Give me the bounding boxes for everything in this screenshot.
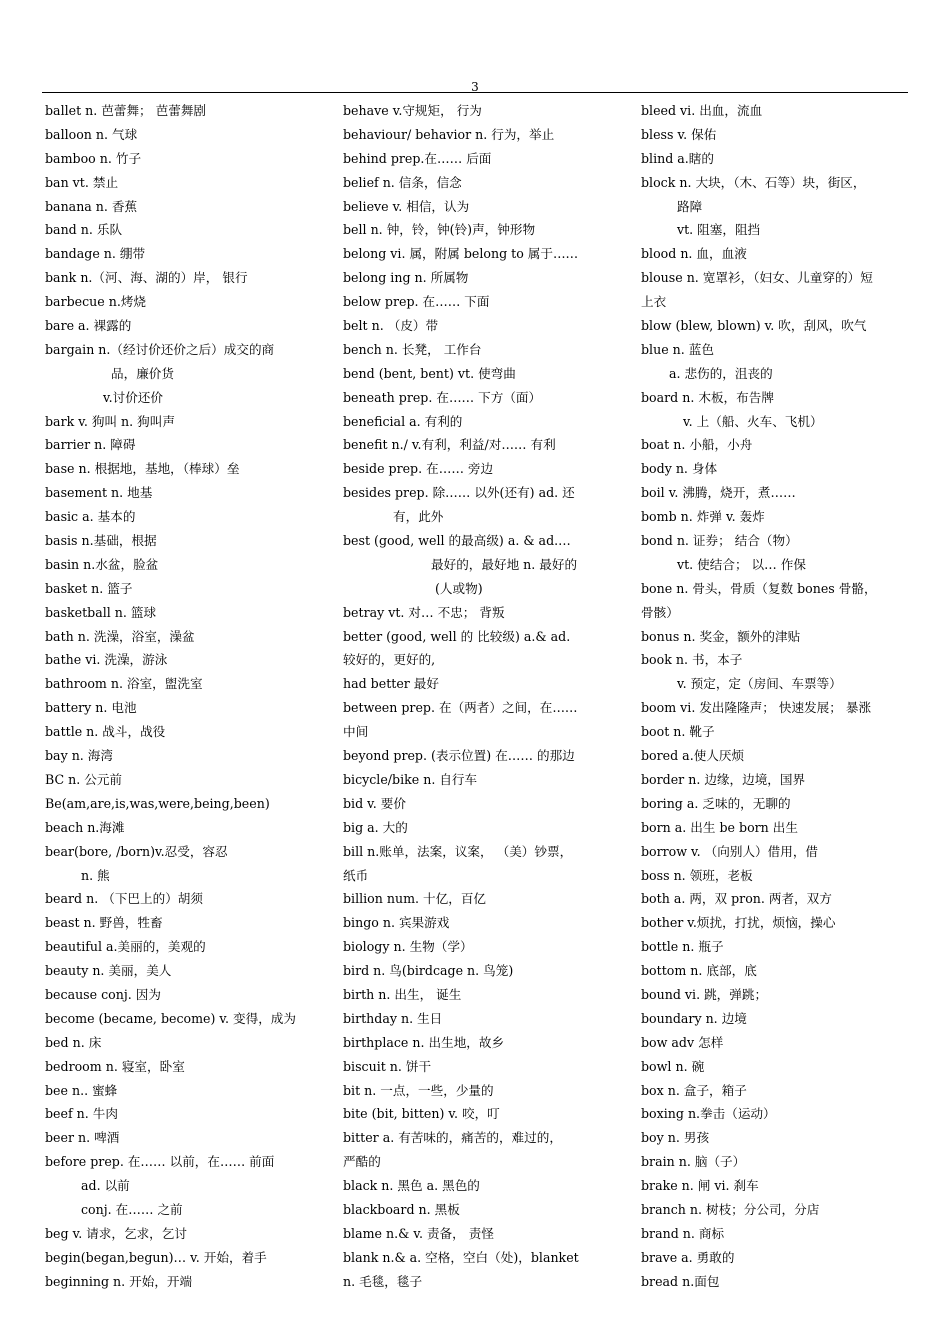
dictionary-line: believe v. 相信，认为 <box>343 198 470 214</box>
dictionary-line: boss n. 领班，老板 <box>641 867 753 883</box>
dictionary-line: biology n. 生物（学） <box>343 939 473 955</box>
dictionary-line: between prep. 在（两者）之间，在…… <box>343 700 578 716</box>
dictionary-line: body n. 身体 <box>641 461 718 477</box>
dictionary-line: bear(bore, /born)v.忍受，容忍 <box>45 843 228 859</box>
dictionary-line: (人或物) <box>435 580 483 596</box>
dictionary-line: bone n. 骨头，骨质（复数 bones 骨骼， <box>641 580 877 596</box>
dictionary-line: bite (bit, bitten) v. 咬，叮 <box>343 1106 500 1122</box>
dictionary-line: box n. 盒子，箱子 <box>641 1082 747 1098</box>
dictionary-line: belong ing n. 所属物 <box>343 270 469 286</box>
dictionary-line: boom vi. 发出隆隆声； 快速发展； 暴涨 <box>641 700 872 716</box>
dictionary-line: bandage n. 绷带 <box>45 246 146 262</box>
dictionary-line: basin n.水盆，脸盆 <box>45 556 159 572</box>
dictionary-line: bowl n. 碗 <box>641 1058 705 1074</box>
dictionary-line: beer n. 啤酒 <box>45 1130 120 1146</box>
dictionary-line: blow (blew, blown) v. 吹，刮风，吹气 <box>641 318 867 334</box>
dictionary-line: vt. 阻塞，阻挡 <box>677 222 761 238</box>
dictionary-line: bedroom n. 寝室，卧室 <box>45 1058 185 1074</box>
dictionary-line: barrier n. 障碍 <box>45 437 136 453</box>
dictionary-line: Be(am,are,is,was,were,being,been) <box>45 795 270 811</box>
dictionary-line: bond n. 证券； 结合（物） <box>641 533 798 549</box>
dictionary-line: battery n. 电池 <box>45 700 137 716</box>
dictionary-line: besides prep. 除…… 以外(还有) ad. 还 <box>343 485 575 501</box>
dictionary-line: black n. 黑色 a. 黑色的 <box>343 1178 480 1194</box>
dictionary-line: basket n. 篮子 <box>45 580 133 596</box>
dictionary-line: bitter a. 有苦味的，痛苦的，难过的， <box>343 1130 562 1146</box>
dictionary-line: birth n. 出生， 诞生 <box>343 986 462 1002</box>
dictionary-line: bank n.（河、海、湖的）岸， 银行 <box>45 270 248 286</box>
dictionary-line: blind a.瞎的 <box>641 150 714 166</box>
dictionary-line: brake n. 闸 vi. 刹车 <box>641 1178 759 1194</box>
dictionary-line: both a. 两，双 pron. 两者，双方 <box>641 891 832 907</box>
header-rule <box>42 92 908 93</box>
dictionary-line: bathe vi. 洗澡，游泳 <box>45 652 168 668</box>
dictionary-line: bless v. 保佑 <box>641 126 717 142</box>
dictionary-line: boy n. 男孩 <box>641 1130 710 1146</box>
dictionary-line: behind prep.在…… 后面 <box>343 150 492 166</box>
dictionary-line: book n. 书，本子 <box>641 652 743 668</box>
dictionary-line: 较好的，更好的, <box>343 652 436 668</box>
dictionary-line: border n. 边缘，边境，国界 <box>641 771 806 787</box>
dictionary-line: beneficial a. 有利的 <box>343 413 463 429</box>
column-1 <box>45 99 335 1294</box>
dictionary-line: brand n. 商标 <box>641 1225 725 1241</box>
dictionary-line: boring a. 乏味的，无聊的 <box>641 795 791 811</box>
dictionary-line: beyond prep. (表示位置) 在…… 的那边 <box>343 748 575 764</box>
dictionary-line: boot n. 靴子 <box>641 724 715 740</box>
dictionary-line: a. 悲伤的，沮丧的 <box>669 365 773 381</box>
dictionary-line: conj. 在…… 之前 <box>81 1201 183 1217</box>
dictionary-line: 上衣 <box>641 294 667 310</box>
dictionary-line: because conj. 因为 <box>45 986 161 1002</box>
dictionary-line: born a. 出生 be born 出生 <box>641 819 798 835</box>
dictionary-line: bathroom n. 浴室，盥洗室 <box>45 676 203 692</box>
dictionary-line: ad. 以前 <box>81 1178 130 1194</box>
dictionary-line: best (good, well 的最高级) a. & ad.… <box>343 533 571 549</box>
dictionary-line: blame n.& v. 责备， 责怪 <box>343 1225 494 1241</box>
dictionary-line: ban vt. 禁止 <box>45 174 119 190</box>
dictionary-line: benefit n./ v.有利，利益/对…… 有利 <box>343 437 556 453</box>
dictionary-line: birthday n. 生日 <box>343 1010 443 1026</box>
dictionary-line: bleed vi. 出血，流血 <box>641 103 763 118</box>
dictionary-line: 中间 <box>343 724 369 740</box>
dictionary-line: blackboard n. 黑板 <box>343 1201 460 1217</box>
dictionary-line: bottle n. 瓶子 <box>641 939 724 955</box>
dictionary-line: bend (bent, bent) vt. 使弯曲 <box>343 365 516 381</box>
dictionary-line: bound vi. 跳，弹跳； <box>641 986 768 1002</box>
column-2 <box>343 99 633 1294</box>
dictionary-line: birthplace n. 出生地，故乡 <box>343 1034 505 1050</box>
dictionary-line: bark v. 狗叫 n. 狗叫声 <box>45 413 175 429</box>
dictionary-line: balloon n. 气球 <box>45 126 138 142</box>
dictionary-line: v.讨价还价 <box>103 389 163 405</box>
dictionary-line: bench n. 长凳， 工作台 <box>343 341 482 357</box>
dictionary-line: biscuit n. 饼干 <box>343 1058 432 1074</box>
dictionary-line: bamboo n. 竹子 <box>45 150 142 166</box>
dictionary-line: bargain n.（经讨价还价之后）成交的商 <box>45 341 275 357</box>
column-3 <box>641 99 911 1294</box>
dictionary-line: bird n. 鸟(birdcage n. 鸟笼) <box>343 963 514 979</box>
dictionary-line: beard n. （下巴上的）胡须 <box>45 891 203 907</box>
dictionary-line: behaviour/ behavior n. 行为，举止 <box>343 126 555 142</box>
dictionary-line: 有，此外 <box>393 509 444 525</box>
dictionary-line: bingo n. 宾果游戏 <box>343 915 450 931</box>
dictionary-line: bread n.面包 <box>641 1273 720 1289</box>
dictionary-line: v. 上（船、火车、飞机） <box>683 413 823 429</box>
dictionary-line: beauty n. 美丽，美人 <box>45 963 172 979</box>
dictionary-line: BC n. 公元前 <box>45 771 123 787</box>
dictionary-line: bored a.使人厌烦 <box>641 748 745 764</box>
dictionary-line: barbecue n.烤烧 <box>45 294 147 310</box>
dictionary-line: block n. 大块，（木、石等）块，街区， <box>641 174 866 190</box>
dictionary-line: band n. 乐队 <box>45 222 123 238</box>
dictionary-line: vt. 使结合； 以… 作保 <box>677 556 806 572</box>
dictionary-line: beneath prep. 在…… 下方（面） <box>343 389 542 405</box>
dictionary-line: beach n.海滩 <box>45 819 125 835</box>
dictionary-line: basic a. 基本的 <box>45 509 136 525</box>
dictionary-line: begin(began,begun)… v. 开始，着手 <box>45 1249 267 1265</box>
dictionary-line: boil v. 沸腾，烧开，煮…… <box>641 485 796 501</box>
dictionary-line: 品，廉价货 <box>111 365 174 381</box>
dictionary-line: blouse n. 宽罩衫，（妇女、儿童穿的）短 <box>641 270 873 286</box>
dictionary-line: bed n. 床 <box>45 1034 102 1050</box>
dictionary-line: beast n. 野兽，牲畜 <box>45 915 163 931</box>
dictionary-line: beautiful a.美丽的，美观的 <box>45 939 206 955</box>
dictionary-line: board n. 木板，布告牌 <box>641 389 774 405</box>
dictionary-line: bath n. 洗澡，浴室，澡盆 <box>45 628 195 644</box>
dictionary-line: 纸币 <box>343 867 369 883</box>
dictionary-line: branch n. 树枝；分公司，分店 <box>641 1201 820 1217</box>
dictionary-line: blood n. 血，血液 <box>641 246 747 262</box>
dictionary-line: blue n. 蓝色 <box>641 341 714 357</box>
dictionary-line: basketball n. 篮球 <box>45 604 157 620</box>
dictionary-line: brain n. 脑（子） <box>641 1154 746 1170</box>
dictionary-line: become (became, become) v. 变得，成为 <box>45 1010 296 1026</box>
dictionary-line: boat n. 小船，小舟 <box>641 437 753 453</box>
dictionary-line: v. 预定，定（房间、车票等） <box>677 676 842 692</box>
dictionary-line: 最好的，最好地 n. 最好的 <box>431 556 578 572</box>
dictionary-line: belt n. （皮）带 <box>343 318 439 334</box>
dictionary-line: bill n.账单，法案，议案， （美）钞票， <box>343 843 573 859</box>
dictionary-line: big a. 大的 <box>343 819 408 835</box>
dictionary-line: basis n.基础，根据 <box>45 533 157 549</box>
page-number: 3 <box>471 80 479 94</box>
dictionary-line: bottom n. 底部，底 <box>641 963 757 979</box>
dictionary-line: brave a. 勇敢的 <box>641 1249 735 1265</box>
dictionary-line: bomb n. 炸弹 v. 轰炸 <box>641 509 765 525</box>
dictionary-line: bell n. 钟，铃，钟(铃)声，钟形物 <box>343 222 536 238</box>
dictionary-line: bid v. 要价 <box>343 795 406 811</box>
dictionary-line: 路障 <box>677 198 703 214</box>
dictionary-line: below prep. 在…… 下面 <box>343 294 490 310</box>
dictionary-line: belong vi. 属，附属 belong to 属于…… <box>343 246 579 262</box>
dictionary-line: n. 毛毯，毯子 <box>343 1273 423 1289</box>
dictionary-line: boundary n. 边境 <box>641 1010 747 1026</box>
dictionary-line: ballet n. 芭蕾舞； 芭蕾舞剧 <box>45 103 207 118</box>
dictionary-line: 骨骸） <box>641 604 679 620</box>
dictionary-line: bit n. 一点，一些，少量的 <box>343 1082 494 1098</box>
dictionary-line: basement n. 地基 <box>45 485 153 501</box>
dictionary-line: beg v. 请求，乞求，乞讨 <box>45 1225 187 1241</box>
dictionary-line: blank n.& a. 空格，空白（处)，blanket <box>343 1249 579 1265</box>
dictionary-line: better (good, well 的 比较级) a.& ad. <box>343 628 571 644</box>
dictionary-line: bay n. 海湾 <box>45 748 113 764</box>
dictionary-line: bonus n. 奖金，额外的津贴 <box>641 628 801 644</box>
dictionary-line: battle n. 战斗，战役 <box>45 724 166 740</box>
dictionary-line: borrow v. （向别人）借用，借 <box>641 843 819 859</box>
dictionary-line: bow adv 怎样 <box>641 1034 724 1050</box>
dictionary-line: billion num. 十亿，百亿 <box>343 891 487 907</box>
dictionary-line: bother v.烦扰，打扰，烦恼，操心 <box>641 915 836 931</box>
dictionary-line: beef n. 牛肉 <box>45 1106 118 1122</box>
dictionary-line: boxing n.拳击（运动） <box>641 1106 776 1122</box>
dictionary-line: had better 最好 <box>343 676 439 692</box>
dictionary-line: n. 熊 <box>81 867 110 883</box>
dictionary-line: banana n. 香蕉 <box>45 198 138 214</box>
dictionary-line: base n. 根据地，基地，（棒球）垒 <box>45 461 240 477</box>
dictionary-line: belief n. 信条，信念 <box>343 174 462 190</box>
dictionary-line: bicycle/bike n. 自行车 <box>343 771 478 787</box>
dictionary-line: bare a. 裸露的 <box>45 318 132 334</box>
dictionary-line: beside prep. 在…… 旁边 <box>343 461 494 477</box>
dictionary-line: beginning n. 开始，开端 <box>45 1273 193 1289</box>
dictionary-line: before prep. 在…… 以前，在…… 前面 <box>45 1154 275 1170</box>
dictionary-line: bee n.. 蜜蜂 <box>45 1082 118 1098</box>
dictionary-line: 严酷的 <box>343 1154 381 1170</box>
dictionary-line: betray vt. 对… 不忠； 背叛 <box>343 604 505 620</box>
dictionary-line: behave v.守规矩， 行为 <box>343 103 482 118</box>
